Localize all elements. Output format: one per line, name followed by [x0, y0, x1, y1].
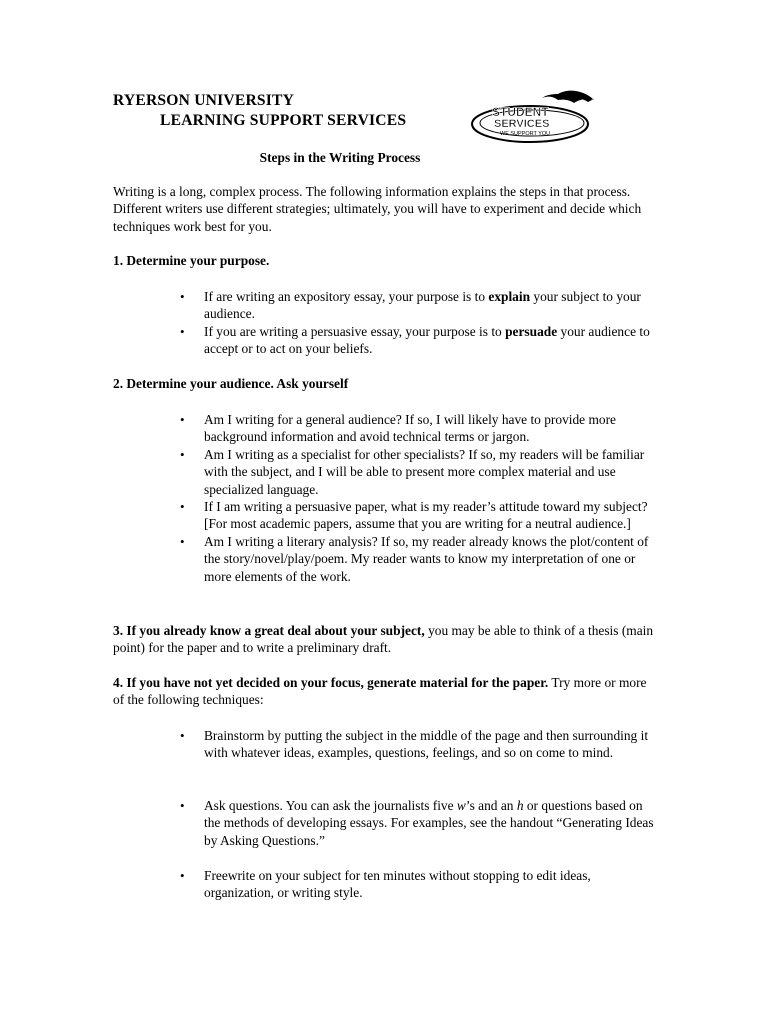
step4-text: Try more or more of the following techniques:: [113, 675, 647, 708]
step3-paragraph: [113, 622, 658, 657]
university-name: RYERSON UNIVERSITY: [113, 92, 295, 109]
list-item: • If you are writing a persuasive essay, your purpose is to persuade your audience to accept or to act on your beliefs.: [178, 323, 658, 358]
logo-tagline: WE SUPPORT YOU: [500, 131, 551, 137]
list-item: • Am I writing as a specialist for other specialists? If so, my readers will be familiar with the subject, and I will be able to present more complex material and use specialized language.: [178, 446, 658, 498]
step2-heading: 2. Determine your audience. Ask yourself: [113, 376, 349, 391]
list-item: • Ask questions. You can ask the journalists five w’s and an h or questions based on the methods of developing essays. For examples, see the handout “Generating Ideas by Asking Questions.”: [178, 797, 658, 849]
step4-heading: 4. If you have not yet decided on your focus, generate material for the paper.: [113, 675, 549, 690]
student-services-logo: [470, 86, 598, 148]
list-item: • Am I writing for a general audience? If so, I will likely have to provide more background information and avoid technical terms or jargon.: [178, 411, 658, 446]
step1-heading: 1. Determine your purpose.: [113, 253, 270, 268]
logo-text-student: STUDENT: [492, 105, 549, 119]
step3-text: you may be able to think of a thesis (main point) for the paper and to write a preliminary draft.: [113, 623, 654, 656]
step4-list: [178, 867, 658, 902]
list-item: • Freewrite on your subject for ten minutes without stopping to edit ideas, organization, or writing style.: [178, 867, 658, 902]
page-title-text: Steps in the Writing Process: [259, 150, 421, 165]
list-item: • If are writing an expository essay, your purpose is to explain your subject to your audience.: [178, 288, 658, 323]
step3-heading: 3. If you already know a great deal about your subject,: [113, 623, 425, 638]
department-name: LEARNING SUPPORT SERVICES: [160, 112, 407, 129]
list-item: • Am I writing a literary analysis? If so, my reader already knows the plot/content of the story/novel/play/poem. My reader wants to know my interpretation of one or more elements of the work.: [178, 533, 658, 585]
logo-brush-shape: [565, 94, 592, 102]
step1-list: [178, 288, 658, 358]
step4-paragraph: [113, 674, 658, 709]
step2-list: [178, 411, 658, 585]
page-title: [0, 149, 768, 166]
list-item: • Brainstorm by putting the subject in the middle of the page and then surrounding it with whatever ideas, examples, questions, feelings, and so on come to mind.: [178, 727, 658, 762]
step4-list: [178, 727, 658, 762]
logo-text-services: SERVICES: [494, 118, 550, 130]
step4-list: [178, 797, 658, 849]
list-item: • If I am writing a persuasive paper, what is my reader’s attitude toward my subject? [For most academic papers, assume that you are writing for a neutral audience.]: [178, 498, 658, 533]
intro-paragraph: Writing is a long, complex process. The following information explains the steps in that process. Different writers use different strategies; ultimately, you will have to experiment and decide which techniques work best for you.: [113, 184, 642, 234]
